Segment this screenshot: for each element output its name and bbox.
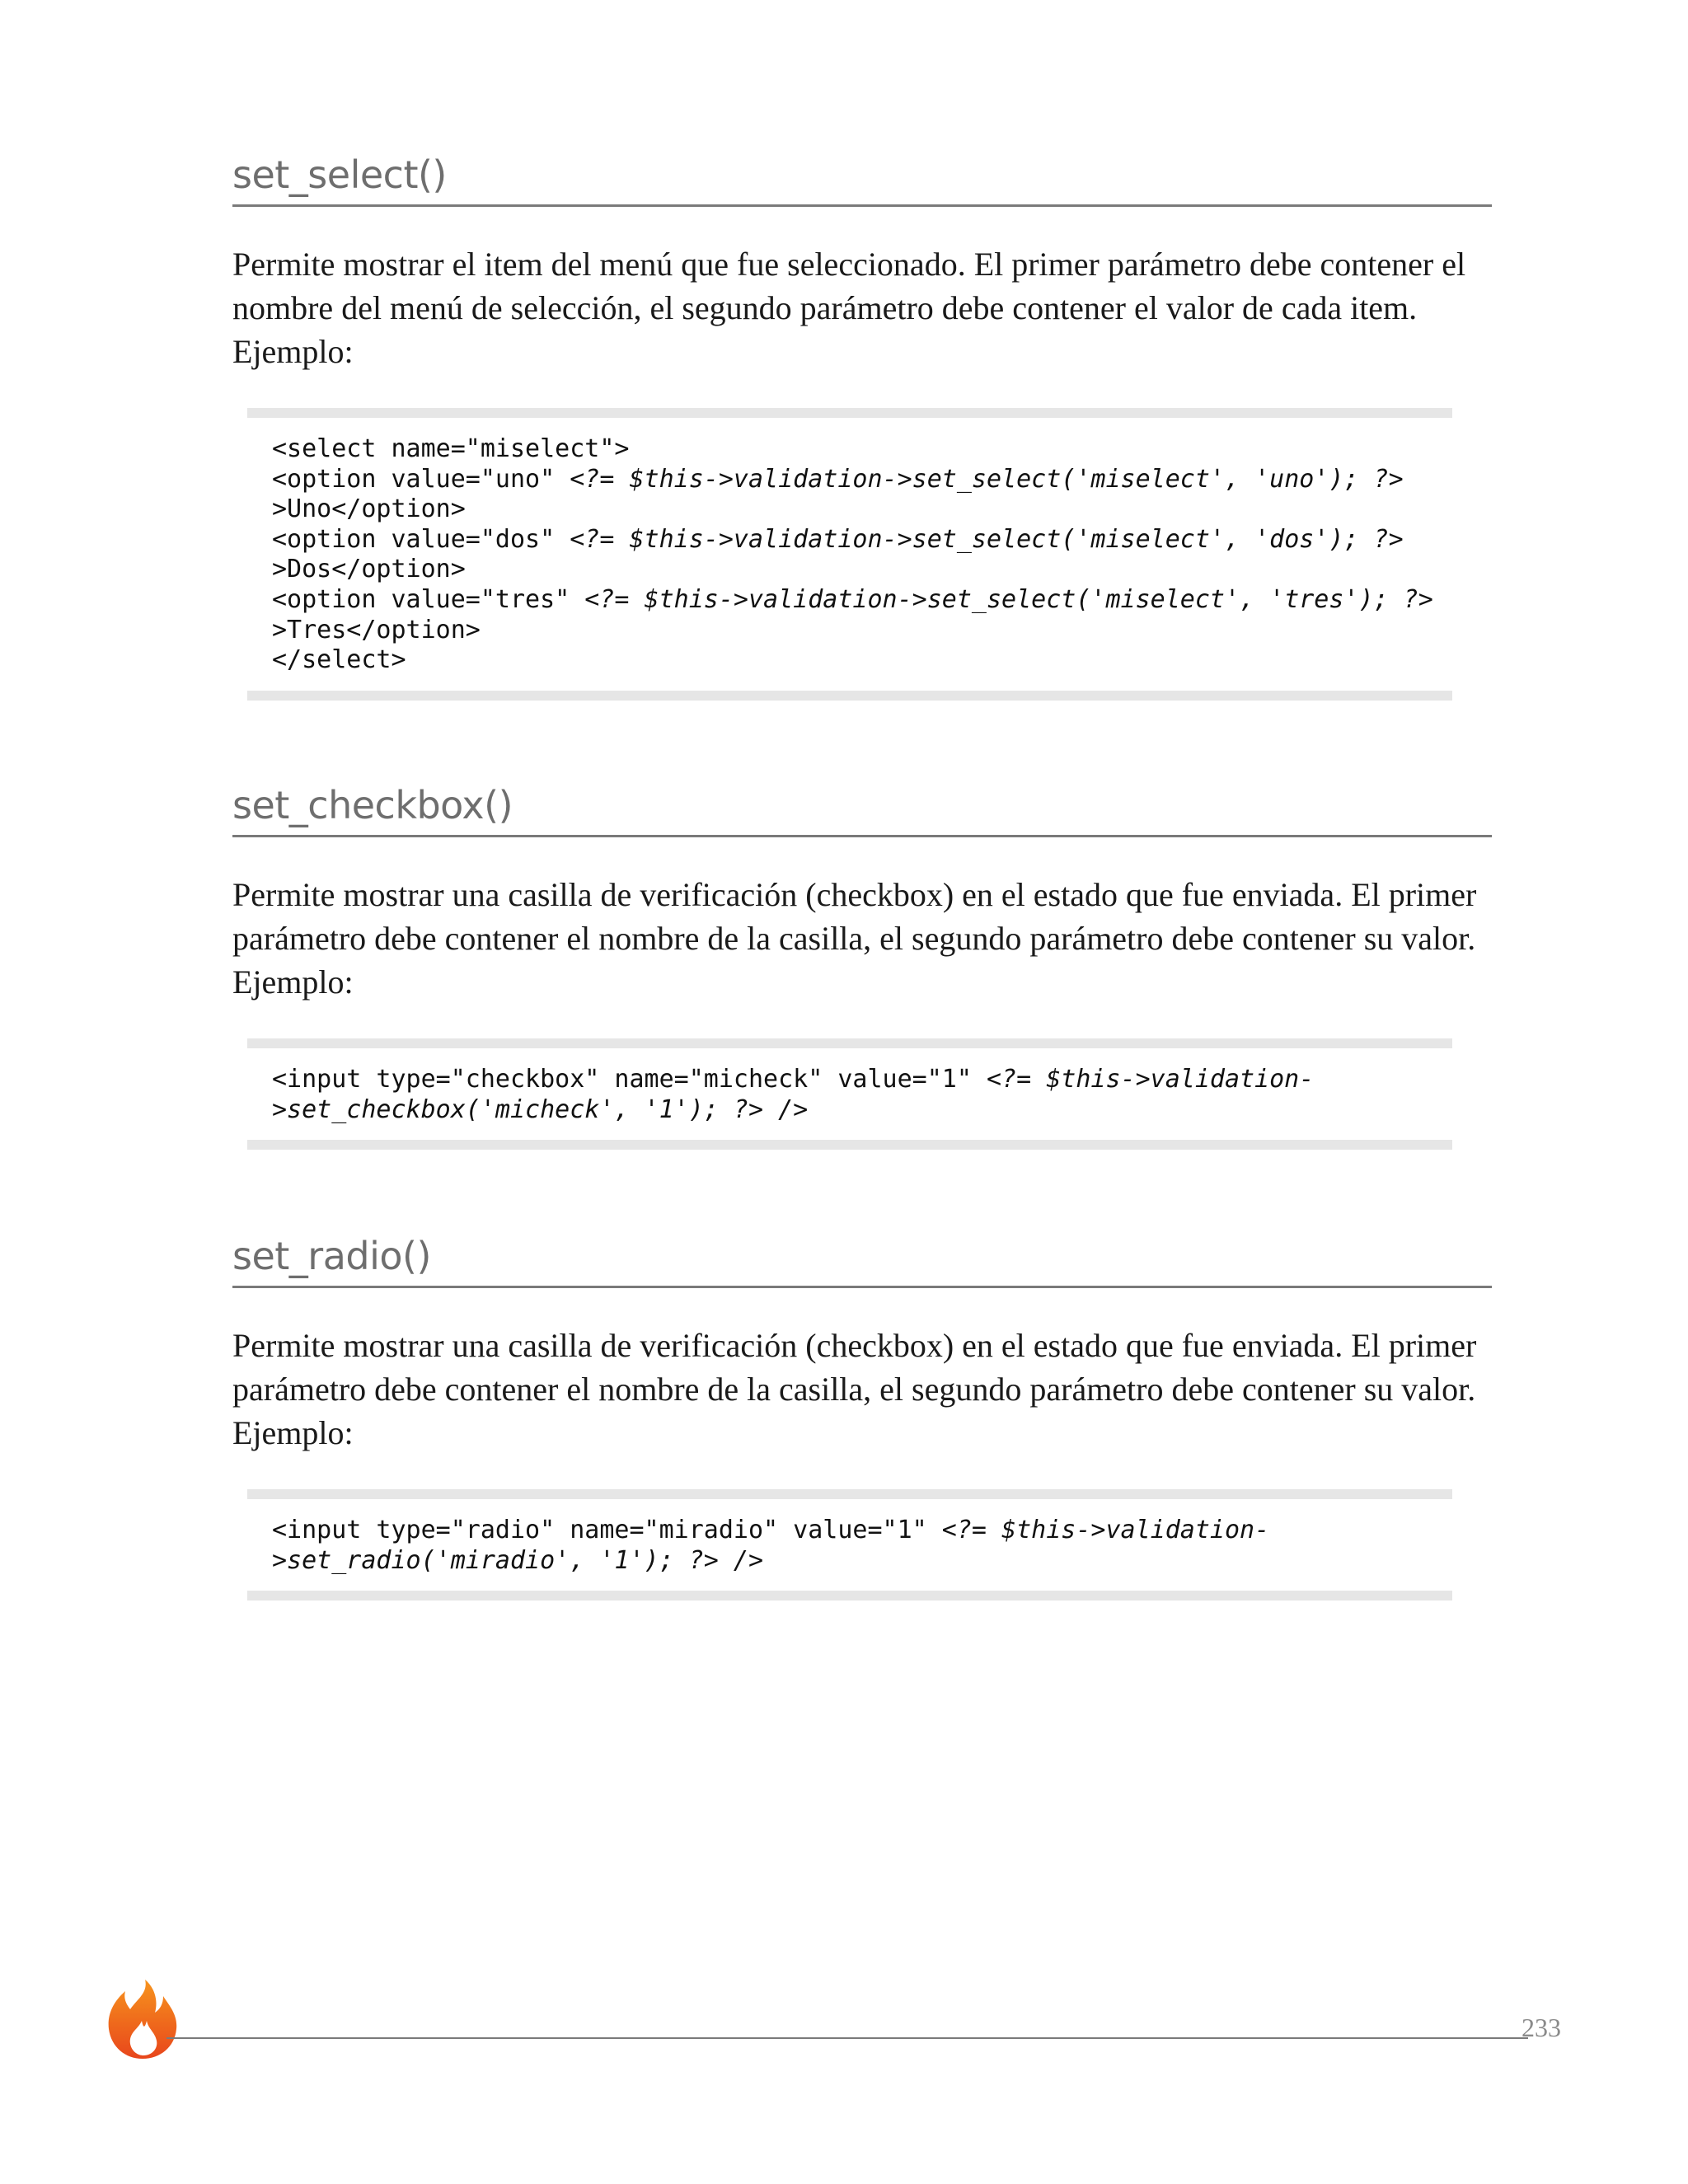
code-block bbox=[247, 408, 1452, 701]
code-line: <select name="miselect"> bbox=[272, 434, 630, 463]
code-line: <option value="dos" <?= $this->validation->set_select('miselect', 'dos'); ?> bbox=[272, 524, 1404, 554]
flame-logo-icon bbox=[106, 1978, 180, 2060]
code-block bbox=[247, 1489, 1452, 1601]
code-block bbox=[247, 1038, 1452, 1150]
footer-rule bbox=[166, 2037, 1528, 2039]
code-line: </select> bbox=[272, 645, 406, 675]
code-line: <input type="radio" name="miradio" value="1" <?= $this->validation- bbox=[272, 1516, 1270, 1544]
code-line: >Tres</option> bbox=[272, 615, 481, 644]
code-line: <option value="tres" <?= $this->validation->set_select('miselect', 'tres'); ?> bbox=[272, 584, 1433, 614]
section-set-select bbox=[232, 148, 1492, 701]
code-line: >set_checkbox('micheck', '1'); ?> /> bbox=[272, 1094, 809, 1124]
section-paragraph: Permite mostrar una casilla de verificación (checkbox) en el estado que fue enviada. El primer parámetro debe contener el nombre de la casilla, el segundo parámetro debe contener su valor. Ejemplo: bbox=[232, 876, 1477, 1001]
section-title: set_radio() bbox=[232, 1234, 431, 1278]
section-title: set_checkbox() bbox=[232, 783, 513, 827]
section-paragraph: Permite mostrar una casilla de verificación (checkbox) en el estado que fue enviada. El primer parámetro debe contener el nombre de la casilla, el segundo parámetro debe contener su valor. Ejemplo: bbox=[232, 1327, 1477, 1451]
section-title: set_select() bbox=[232, 152, 447, 197]
code-line: >set_radio('miradio', '1'); ?> /> bbox=[272, 1545, 764, 1575]
page-number: 233 bbox=[1522, 2013, 1561, 2042]
code-line: >Dos</option> bbox=[272, 555, 466, 584]
heading-rule bbox=[232, 1286, 1492, 1288]
code-line: <input type="checkbox" name="micheck" value="1" <?= $this->validation- bbox=[272, 1065, 1315, 1094]
section-paragraph: Permite mostrar el item del menú que fue seleccionado. El primer parámetro debe contener el nombre del menú de selección, el segundo parámetro debe contener el valor de cada item. Ejemplo: bbox=[232, 246, 1466, 370]
heading-rule bbox=[232, 835, 1492, 837]
section-set-checkbox bbox=[232, 779, 1492, 1150]
heading-rule bbox=[232, 204, 1492, 207]
section-set-radio bbox=[232, 1230, 1492, 1601]
code-line: <option value="uno" <?= $this->validation->set_select('miselect', 'uno'); ?> bbox=[272, 464, 1404, 494]
code-line: >Uno</option> bbox=[272, 494, 466, 524]
